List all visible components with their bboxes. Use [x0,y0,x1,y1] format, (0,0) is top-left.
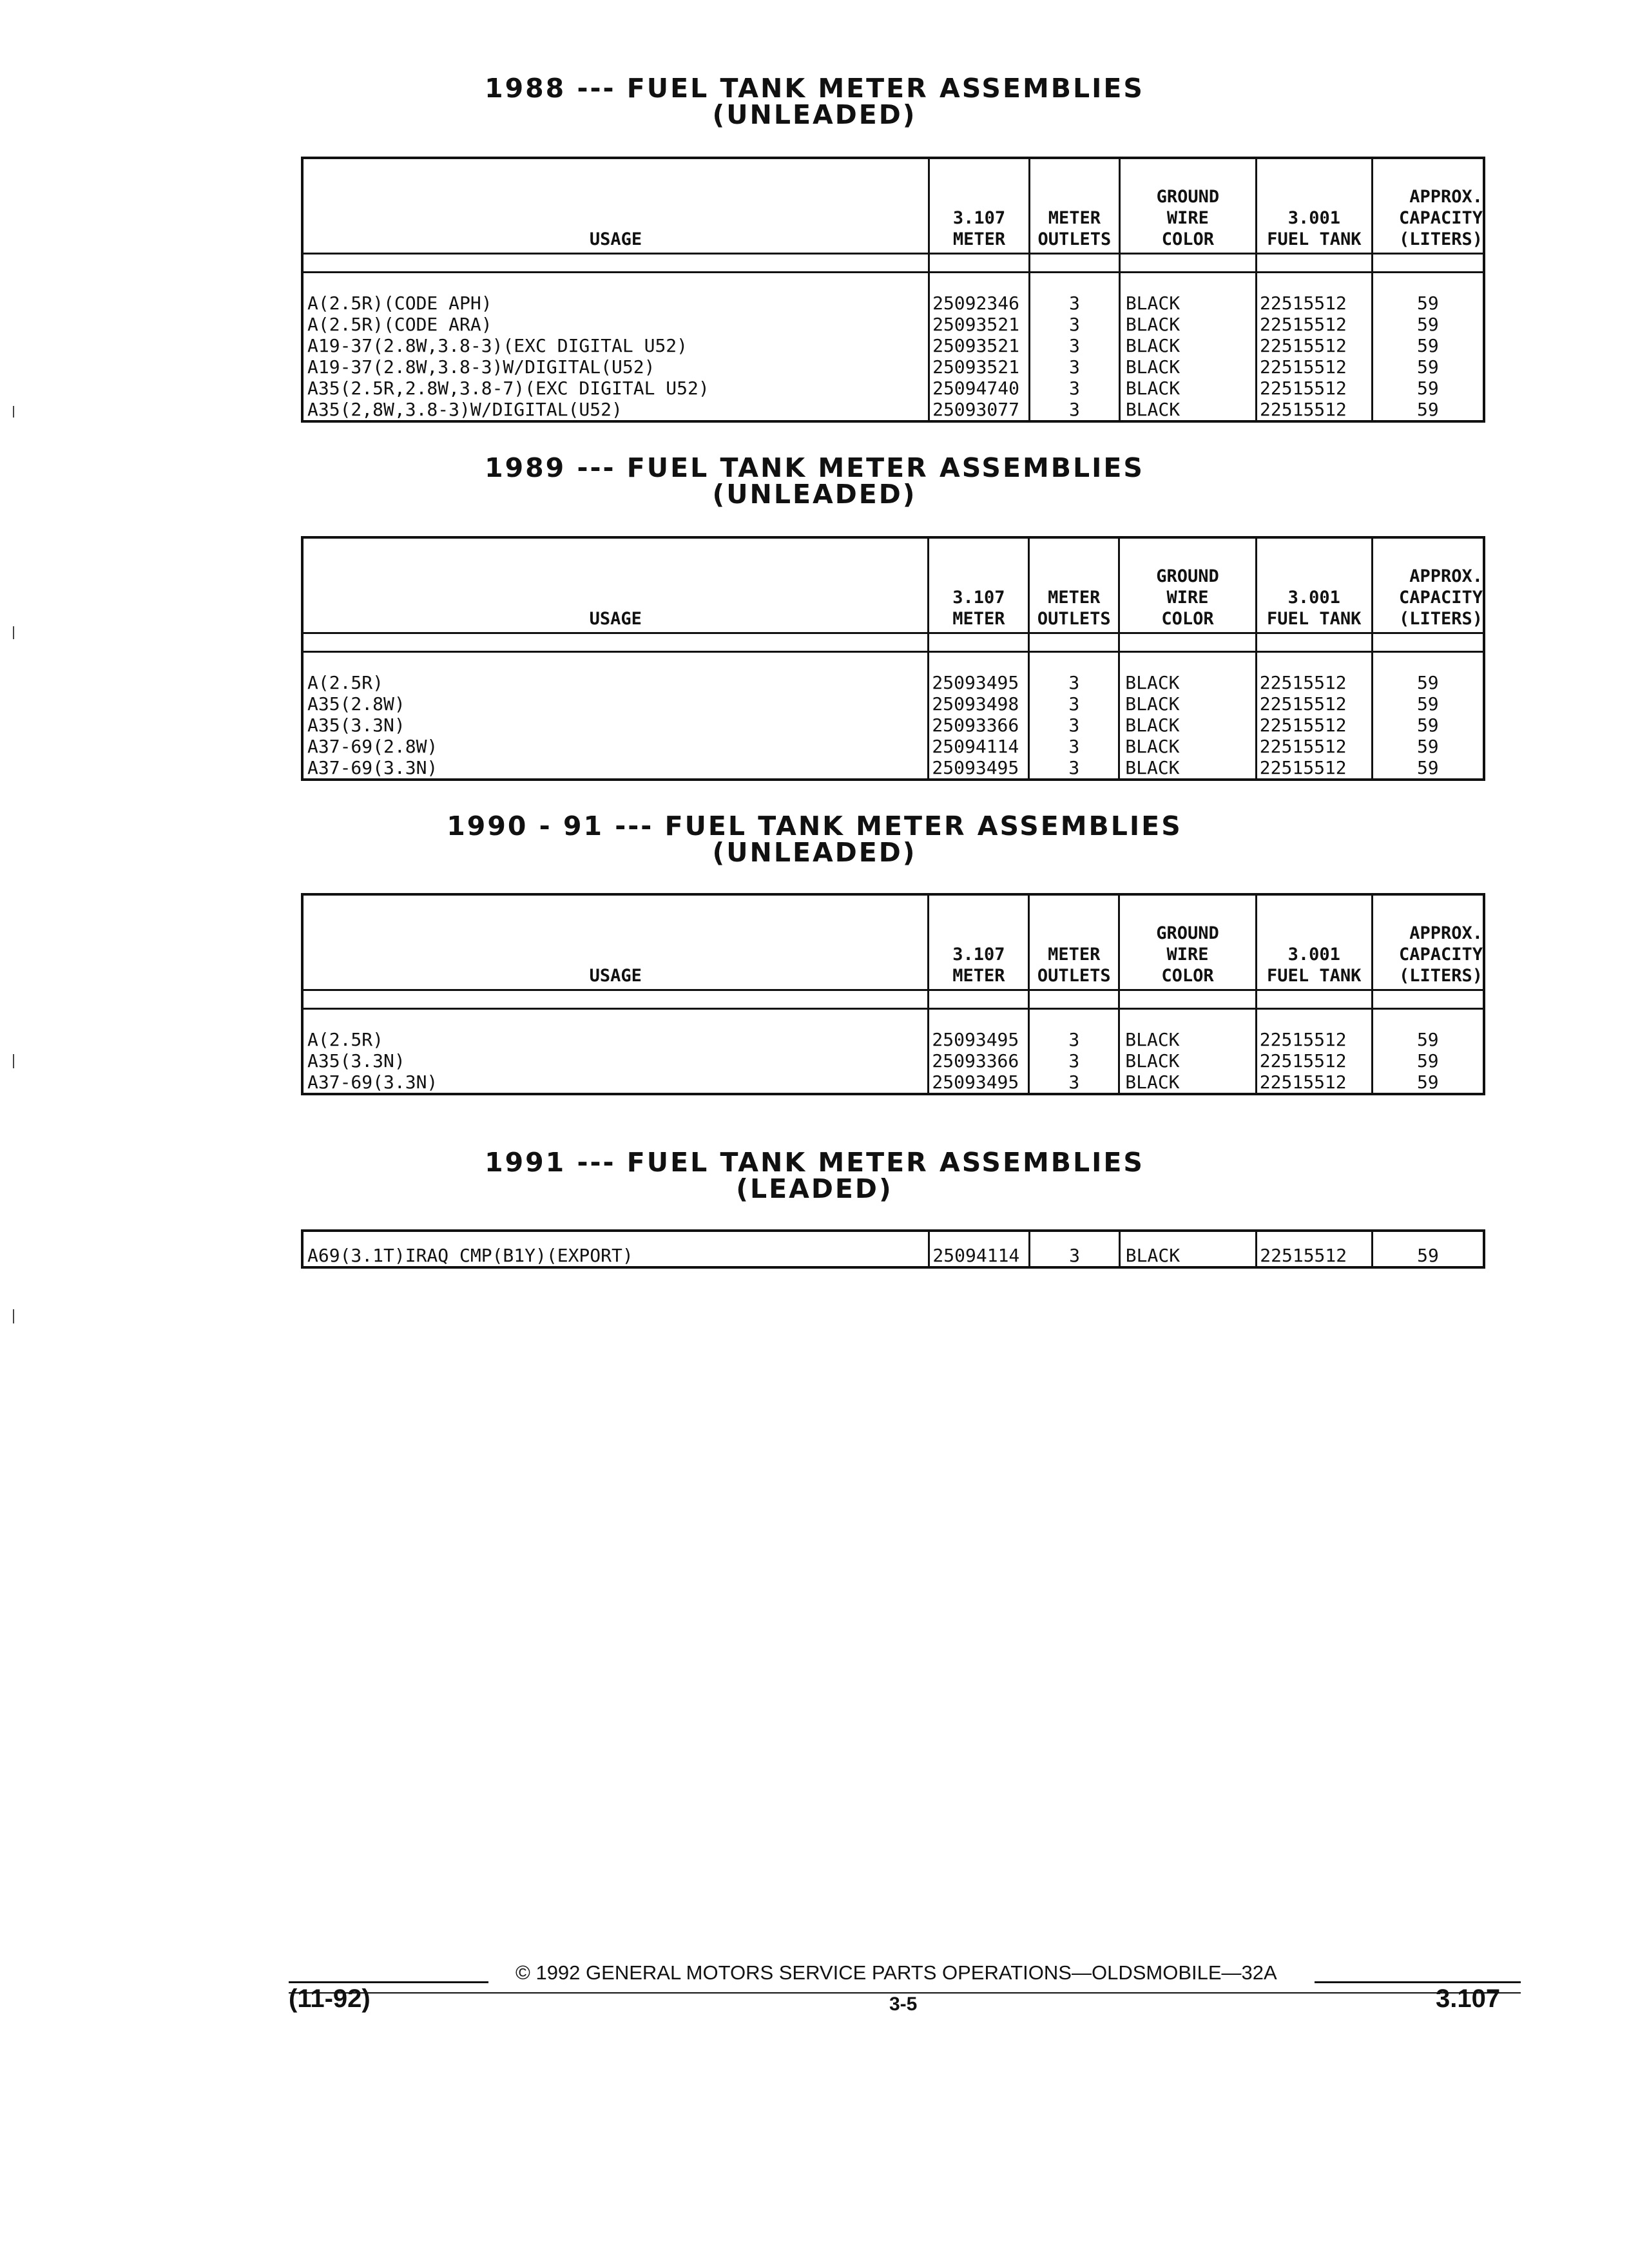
meter-cell: 25094114 [929,736,1029,757]
table-row [302,314,1484,335]
fuel-tank-cell: 22515512 [1256,1050,1372,1072]
wire-color-cell: BLACK [1119,378,1256,399]
footer-section-number: 3.107 [1436,1984,1501,2013]
wire-color-cell: BLACK [1119,1050,1257,1072]
capacity-cell: 59 [1372,1029,1484,1050]
table-row [302,715,1484,736]
footer-page-number: 3-5 [889,1994,918,2015]
capacity-cell: 59 [1372,378,1484,399]
col-outlets: METER OUTLETS [1029,537,1119,633]
fuel-tank-cell: 22515512 [1257,1245,1373,1267]
wire-color-cell: BLACK [1119,1072,1257,1094]
usage-cell: A(2.5R) [307,1028,384,1050]
col-meter: 3.107 METER [929,894,1029,990]
footer-rule-left [289,1981,488,1983]
meter-cell: 25093521 [929,314,1030,335]
meter-cell: 25092346 [929,293,1030,314]
footer-copyright: © 1992 GENERAL MOTORS SERVICE PARTS OPERATIONS—OLDSMOBILE—32A [516,1961,1277,1984]
capacity-cell: 59 [1372,356,1484,378]
meter-cell: 25093495 [929,1072,1029,1094]
col-ground-wire: GROUND WIRE COLOR [1119,158,1256,253]
col-fuel-tank: 3.001 FUEL TANK [1257,158,1373,253]
outlets-cell: 3 [1029,335,1119,356]
outlets-cell: 3 [1029,1050,1119,1072]
capacity-cell: 59 [1372,715,1484,736]
wire-color-cell: BLACK [1119,715,1257,736]
footer-date-code: (11-92) [289,1984,371,2013]
fuel-tank-cell: 22515512 [1256,757,1372,780]
table-row [302,1245,1484,1267]
wire-color-cell: BLACK [1119,1029,1257,1050]
parts-table-1988 [301,157,1485,423]
col-outlets: METER OUTLETS [1029,894,1119,990]
wire-color-cell: BLACK [1119,736,1257,757]
outlets-cell: 3 [1029,1072,1119,1094]
fuel-tank-cell: 22515512 [1256,715,1372,736]
usage-cell: A35(2.5R,2.8W,3.8-7)(EXC DIGITAL U52) [307,377,709,399]
section-title: 1990 - 91 --- FUEL TANK METER ASSEMBLIES [447,811,1182,841]
fuel-tank-cell: 22515512 [1256,672,1372,693]
fuel-tank-cell: 22515512 [1257,314,1373,335]
meter-cell: 25093495 [929,757,1029,780]
outlets-cell: 3 [1030,1245,1119,1267]
table-row [302,335,1484,356]
wire-color-cell: BLACK [1119,693,1257,715]
col-fuel-tank: 3.001 FUEL TANK [1256,894,1372,990]
section-heading-1989 [0,452,1629,510]
table-row [302,693,1484,715]
table-row [302,356,1484,378]
wire-color-cell: BLACK [1119,293,1256,314]
col-fuel-tank: 3.001 FUEL TANK [1256,537,1372,633]
capacity-cell: 59 [1372,314,1484,335]
meter-cell: 25093495 [929,672,1029,693]
meter-cell: 25093521 [929,335,1030,356]
section-title: 1988 --- FUEL TANK METER ASSEMBLIES [485,73,1144,104]
col-capacity: APPROX. CAPACITY (LITERS) [1372,537,1484,633]
table-row [302,1072,1484,1094]
outlets-cell: 3 [1029,715,1119,736]
usage-cell: A37-69(2.8W) [307,735,438,757]
outlets-cell: 3 [1029,736,1119,757]
wire-color-cell: BLACK [1119,314,1256,335]
capacity-cell: 59 [1372,693,1484,715]
table-row [302,378,1484,399]
fuel-tank-cell: 22515512 [1257,378,1373,399]
scan-mark [13,406,14,418]
table-header [302,537,1484,633]
table-row [302,1029,1484,1050]
capacity-cell: 59 [1372,736,1484,757]
outlets-cell: 3 [1029,293,1119,314]
usage-cell: A19-37(2.8W,3.8-3)(EXC DIGITAL U52) [307,334,688,356]
outlets-cell: 3 [1029,672,1119,693]
wire-color-cell: BLACK [1119,335,1256,356]
wire-color-cell: BLACK [1119,757,1257,780]
col-usage: USAGE [589,608,642,629]
fuel-tank-cell: 22515512 [1256,1029,1372,1050]
usage-cell: A35(3.3N) [307,1050,405,1072]
wire-color-cell: BLACK [1119,356,1256,378]
usage-cell: A37-69(3.3N) [307,1071,438,1093]
usage-cell: A19-37(2.8W,3.8-3)W/DIGITAL(U52) [307,356,655,378]
section-subtitle: (LEADED) [736,1173,893,1204]
fuel-tank-cell: 22515512 [1257,335,1373,356]
table-header [302,158,1484,253]
outlets-cell: 3 [1029,378,1119,399]
capacity-cell: 59 [1372,399,1484,421]
col-usage: USAGE [589,965,642,986]
wire-color-cell: BLACK [1119,399,1256,421]
fuel-tank-cell: 22515512 [1256,736,1372,757]
meter-cell: 25094114 [929,1245,1030,1267]
outlets-cell: 3 [1029,314,1119,335]
wire-color-cell: BLACK [1119,672,1257,693]
table-row [302,736,1484,757]
capacity-cell: 59 [1372,335,1484,356]
col-usage: USAGE [589,229,642,249]
usage-cell: A35(2,8W,3.8-3)W/DIGITAL(U52) [307,398,622,420]
outlets-cell: 3 [1029,399,1119,421]
section-title: 1991 --- FUEL TANK METER ASSEMBLIES [485,1147,1144,1178]
section-title: 1989 --- FUEL TANK METER ASSEMBLIES [485,452,1144,483]
usage-cell: A35(3.3N) [307,714,405,736]
section-subtitle: (UNLEADED) [712,99,917,130]
section-heading-1991 [0,1149,1629,1202]
meter-cell: 25093366 [929,1050,1029,1072]
meter-cell: 25094740 [929,378,1030,399]
scan-mark [13,1309,14,1323]
wire-color-cell: BLACK [1119,1245,1256,1267]
usage-cell: A(2.5R)(CODE ARA) [307,313,492,335]
section-heading-1990-91 [0,813,1629,866]
parts-table-1990-91 [301,893,1485,1095]
meter-cell: 25093366 [929,715,1029,736]
meter-cell: 25093498 [929,693,1029,715]
col-meter: 3.107 METER [929,537,1029,633]
table-row [302,293,1484,314]
col-ground-wire: GROUND WIRE COLOR [1119,537,1257,633]
capacity-cell: 59 [1372,293,1484,314]
footer-rule-right [1315,1981,1521,1983]
scan-mark [13,1054,14,1068]
parts-table-1991 [301,1229,1485,1269]
capacity-cell: 59 [1372,1050,1484,1072]
meter-cell: 25093077 [929,399,1030,421]
capacity-cell: 59 [1372,757,1484,780]
usage-cell: A(2.5R) [307,671,384,693]
col-capacity: APPROX. CAPACITY (LITERS) [1372,894,1484,990]
fuel-tank-cell: 22515512 [1257,399,1373,421]
section-subtitle: (UNLEADED) [712,837,917,868]
fuel-tank-cell: 22515512 [1257,293,1373,314]
usage-cell: A(2.5R)(CODE APH) [307,292,492,314]
table-row [302,672,1484,693]
col-outlets: METER OUTLETS [1029,158,1119,253]
outlets-cell: 3 [1029,1029,1119,1050]
fuel-tank-cell: 22515512 [1257,356,1373,378]
capacity-cell: 59 [1373,1245,1484,1267]
scan-mark [13,626,14,639]
outlets-cell: 3 [1029,757,1119,780]
table-row [302,1050,1484,1072]
usage-cell: A37-69(3.3N) [307,756,438,778]
table-header [302,894,1484,990]
outlets-cell: 3 [1029,356,1119,378]
usage-cell: A69(3.1T)IRAQ CMP(B1Y)(EXPORT) [307,1245,633,1266]
outlets-cell: 3 [1029,693,1119,715]
meter-cell: 25093521 [929,356,1030,378]
col-meter: 3.107 METER [929,158,1030,253]
fuel-tank-cell: 22515512 [1256,693,1372,715]
table-row [302,757,1484,780]
capacity-cell: 59 [1372,1072,1484,1094]
col-ground-wire: GROUND WIRE COLOR [1119,894,1257,990]
col-capacity: APPROX. CAPACITY (LITERS) [1372,158,1484,253]
meter-cell: 25093495 [929,1029,1029,1050]
capacity-cell: 59 [1372,672,1484,693]
fuel-tank-cell: 22515512 [1256,1072,1372,1094]
section-subtitle: (UNLEADED) [712,479,917,510]
parts-table-1989 [301,536,1485,781]
table-row [302,399,1484,421]
usage-cell: A35(2.8W) [307,693,405,715]
section-heading-1988 [0,75,1629,128]
